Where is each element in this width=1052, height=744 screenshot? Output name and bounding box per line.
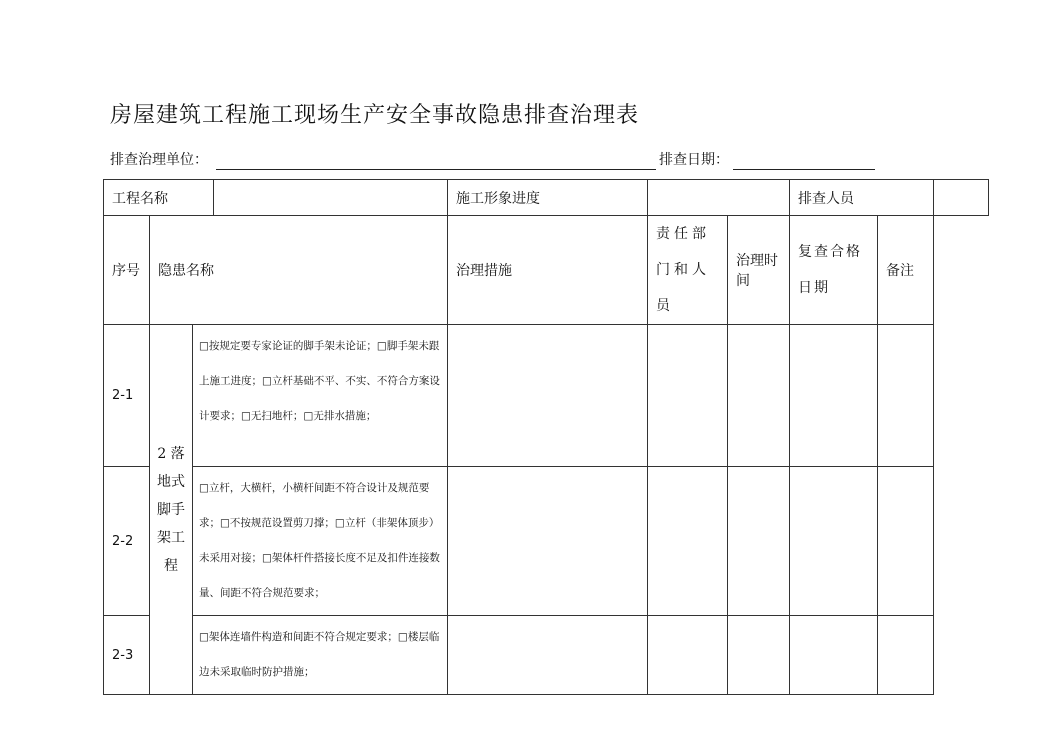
inspector-label: 排查人员 [790, 180, 933, 216]
row-measures [448, 467, 648, 616]
row-time [728, 616, 790, 695]
row-time [728, 325, 790, 467]
category-cell: 2 落地式脚手架工程 [150, 325, 193, 695]
row-remarks [878, 467, 933, 616]
row-seq: 2-1 [104, 325, 150, 467]
table-row [104, 616, 989, 695]
row-dept-person [648, 325, 728, 467]
row-measures [448, 616, 648, 695]
date-label: 排查日期： [659, 152, 729, 168]
project-name-label: 工程名称 [104, 180, 214, 216]
date-line [733, 150, 875, 170]
date-field [659, 150, 729, 170]
inspector-value [933, 180, 988, 216]
row-measures [448, 325, 648, 467]
project-info-row [104, 180, 989, 216]
inspection-table [103, 179, 989, 695]
progress-label: 施工形象进度 [448, 180, 648, 216]
row-recheck [790, 616, 878, 695]
table-row [104, 467, 989, 616]
row-time [728, 467, 790, 616]
table-row [104, 325, 989, 467]
row-content: □架体连墙件构造和间距不符合规定要求；□楼层临边未采取临时防护措施； [193, 616, 448, 695]
row-dept-person [648, 616, 728, 695]
project-name-value [214, 180, 448, 216]
dept-person-header: 责任部门和人员 [648, 216, 728, 325]
row-recheck [790, 325, 878, 467]
header-row [104, 216, 989, 325]
unit-label: 排查治理单位： [110, 152, 208, 168]
row-recheck [790, 467, 878, 616]
hazard-name-header: 隐患名称 [150, 216, 448, 325]
row-remarks [878, 616, 933, 695]
unit-field [110, 150, 208, 170]
unit-line [216, 150, 656, 170]
time-header: 治理时间 [728, 216, 790, 325]
progress-value [648, 180, 790, 216]
seq-header: 序号 [104, 216, 150, 325]
document-title: 房屋建筑工程施工现场生产安全事故隐患排查治理表 [110, 103, 640, 128]
recheck-date-header: 复查合格日期 [790, 216, 878, 325]
row-seq: 2-3 [104, 616, 150, 695]
row-remarks [878, 325, 933, 467]
row-seq: 2-2 [104, 467, 150, 616]
row-content: □立杆，大横杆，小横杆间距不符合设计及规范要求；□不按规范设置剪刀撑；□立杆（非架体顶步）未采用对接；□架体杆件搭接长度不足及扣件连接数量、间距不符合规范要求； [193, 467, 448, 616]
measures-header: 治理措施 [448, 216, 648, 325]
row-dept-person [648, 467, 728, 616]
row-content: □按规定要专家论证的脚手架未论证；□脚手架未跟上施工进度；□立杆基础不平、不实、不符合方案设计要求；□无扫地杆；□无排水措施； [193, 325, 448, 467]
remarks-header: 备注 [878, 216, 933, 325]
